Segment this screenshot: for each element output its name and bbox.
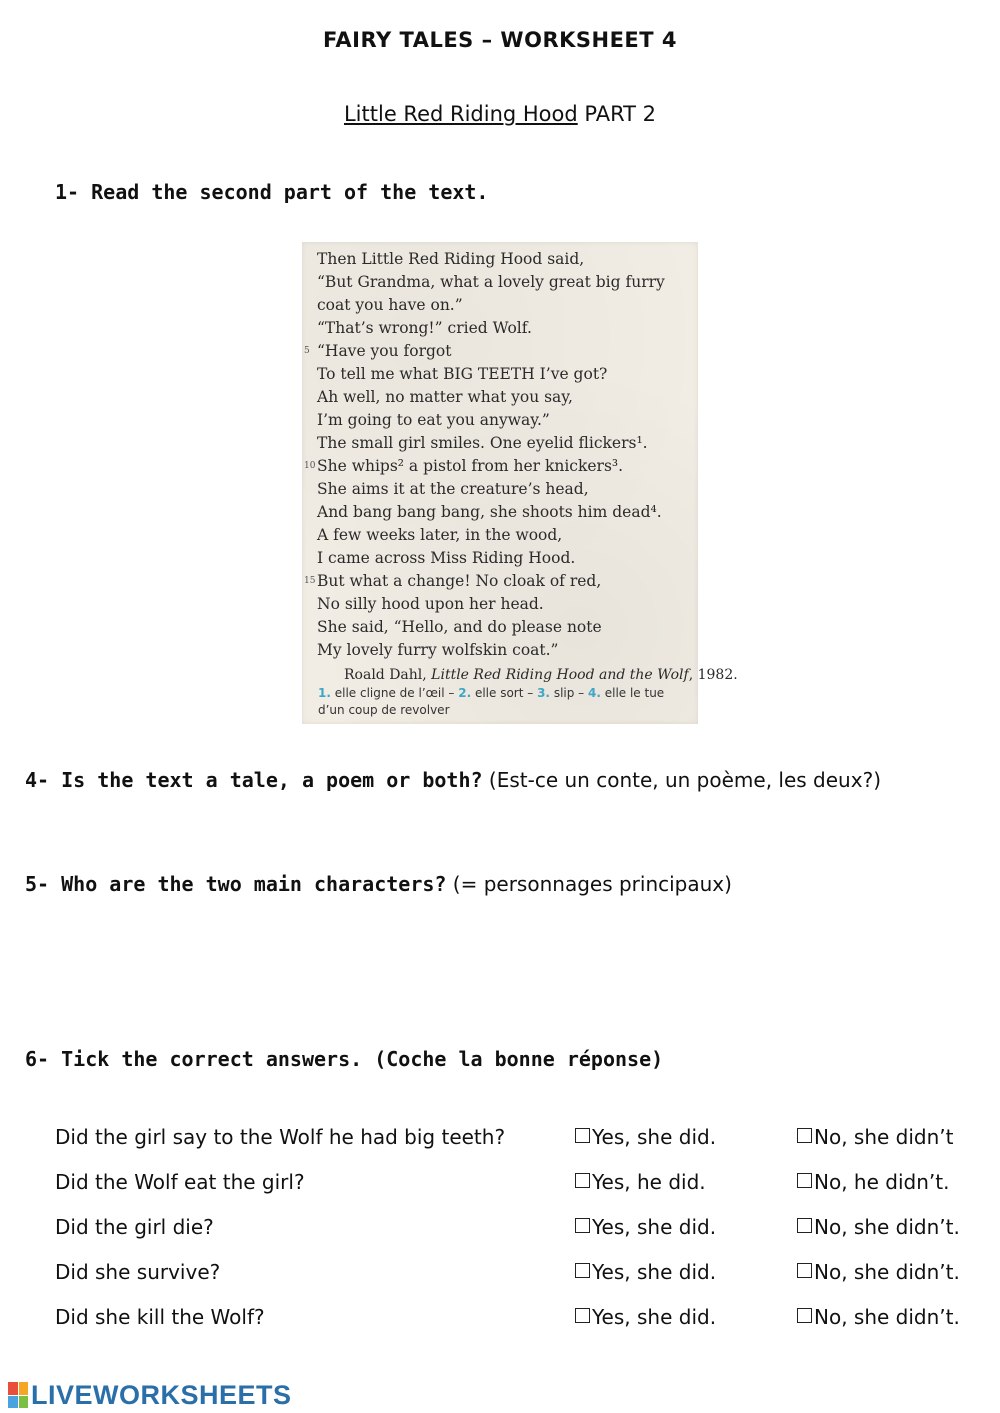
logo-tile (8, 1396, 18, 1409)
tick-question-label: Did she kill the Wolf? (55, 1305, 265, 1329)
poem-line (302, 547, 698, 570)
poem-scan (302, 242, 738, 724)
checkbox-icon[interactable] (575, 1128, 590, 1143)
credit-year: , 1982. (688, 667, 738, 683)
poem-line (302, 455, 698, 478)
checkbox-icon[interactable] (575, 1263, 590, 1278)
tick-option-yes[interactable] (575, 1125, 716, 1149)
glossary-number: 4. (587, 686, 601, 700)
glossary-definition: elle le tue d’un coup de revolver (318, 686, 665, 717)
logo-tile (8, 1382, 18, 1395)
tick-option-yes[interactable] (575, 1305, 716, 1329)
poem-line-text: I’m going to eat you anyway.” (317, 411, 550, 429)
logo-text: LIVEWORKSHEETS (31, 1379, 292, 1410)
poem-line-text: A few weeks later, in the wood, (317, 526, 563, 544)
poem-line (302, 593, 698, 616)
subtitle-part: PART 2 (577, 102, 657, 126)
tick-option-no-label: No, she didn’t (814, 1125, 954, 1149)
question-6 (25, 1047, 663, 1071)
checkbox-icon[interactable] (797, 1173, 812, 1188)
liveworksheets-logo (8, 1380, 292, 1410)
poem-text (302, 248, 738, 688)
tick-option-yes[interactable] (575, 1260, 716, 1284)
question-4 (25, 768, 881, 792)
tick-option-yes-label: Yes, she did. (592, 1215, 717, 1239)
tick-option-yes-label: Yes, he did. (592, 1170, 706, 1194)
question-5-translation: (= personnages principaux) (446, 872, 732, 896)
tick-question (55, 1125, 505, 1149)
poem-line-text: My lovely furry wolfskin coat.” (317, 641, 559, 659)
glossary-number: 2. (458, 686, 472, 700)
question-4-translation: (Est-ce un conte, un poème, les deux?) (482, 768, 881, 792)
tick-question (55, 1215, 214, 1239)
poem-line (302, 386, 698, 409)
question-5 (25, 872, 732, 896)
logo-tile (19, 1382, 29, 1395)
tick-option-no[interactable] (797, 1125, 954, 1149)
checkbox-icon[interactable] (575, 1173, 590, 1188)
glossary-definition: slip – (550, 686, 588, 700)
poem-line-text: She whips² a pistol from her knickers³. (317, 457, 624, 475)
poem-line-text: “Have you forgot (317, 342, 452, 360)
question-1-text: 1- Read the second part of the text. (55, 180, 489, 204)
checkbox-icon[interactable] (575, 1308, 590, 1323)
tick-question-label: Did she survive? (55, 1260, 221, 1284)
tick-question-label: Did the Wolf eat the girl? (55, 1170, 305, 1194)
checkbox-icon[interactable] (797, 1263, 812, 1278)
poem-line-text: “But Grandma, what a lovely great big furry (317, 273, 665, 291)
logo-mark-icon (8, 1382, 28, 1408)
poem-line (302, 294, 698, 317)
tick-question-label: Did the girl die? (55, 1215, 214, 1239)
poem-line-text: And bang bang bang, she shoots him dead⁴. (317, 503, 662, 521)
poem-line (302, 478, 698, 501)
glossary-definition: elle sort – (471, 686, 538, 700)
poem-line-number: 10 (304, 461, 316, 471)
tick-option-no[interactable] (797, 1260, 960, 1284)
tick-question (55, 1170, 305, 1194)
poem-line-number: 15 (304, 576, 316, 586)
tick-question (55, 1305, 265, 1329)
poem-line-text: Then Little Red Riding Hood said, (317, 250, 585, 268)
poem-line (302, 524, 698, 547)
poem-line-text: She aims it at the creature’s head, (317, 480, 589, 498)
poem-line (302, 639, 698, 662)
question-1 (55, 180, 488, 204)
tick-question-label: Did the girl say to the Wolf he had big teeth? (55, 1125, 506, 1149)
glossary-number: 1. (318, 686, 331, 700)
poem-line-text: I came across Miss Riding Hood. (317, 549, 576, 567)
glossary-definition: elle cligne de l’œil – (330, 686, 459, 700)
poem-line (302, 317, 698, 340)
poem-line-text: coat you have on.” (317, 296, 463, 314)
credit-author: Roald Dahl, (344, 667, 432, 683)
question-6-text: 6- Tick the correct answers. (Coche la bonne réponse) (25, 1047, 664, 1071)
tick-option-no[interactable] (797, 1170, 949, 1194)
poem-line-text: The small girl smiles. One eyelid flickers¹. (317, 434, 648, 452)
poem-line (302, 363, 698, 386)
tick-option-no-label: No, he didn’t. (814, 1170, 950, 1194)
poem-line (302, 501, 698, 524)
poem-line-text: “That’s wrong!” cried Wolf. (317, 319, 532, 337)
poem-line (302, 432, 698, 455)
poem-line (302, 271, 698, 294)
poem-line (302, 616, 698, 639)
poem-line-number: 5 (304, 346, 310, 356)
tick-option-no[interactable] (797, 1305, 960, 1329)
tick-option-no-label: No, she didn’t. (814, 1305, 960, 1329)
poem-line (302, 248, 698, 271)
poem-line-text: But what a change! No cloak of red, (317, 572, 602, 590)
glossary-number: 3. (537, 686, 550, 700)
checkbox-icon[interactable] (575, 1218, 590, 1233)
tick-option-yes[interactable] (575, 1215, 716, 1239)
subtitle-story-name: Little Red Riding Hood (343, 102, 578, 126)
tick-option-yes-label: Yes, she did. (592, 1305, 717, 1329)
tick-option-no[interactable] (797, 1215, 960, 1239)
poem-line-text: She said, “Hello, and do please note (317, 618, 602, 636)
tick-option-yes[interactable] (575, 1170, 706, 1194)
tick-question (55, 1260, 220, 1284)
checkbox-icon[interactable] (797, 1128, 812, 1143)
poem-line (302, 409, 698, 432)
question-5-text: 5- Who are the two main characters? (25, 872, 447, 896)
tick-option-no-label: No, she didn’t. (814, 1260, 960, 1284)
credit-title: Little Red Riding Hood and the Wolf (431, 667, 689, 683)
worksheet-title: FAIRY TALES – WORKSHEET 4 (322, 28, 678, 52)
poem-line-text: Ah well, no matter what you say, (317, 388, 573, 406)
poem-line-text: No silly hood upon her head. (317, 595, 544, 613)
question-4-text: 4- Is the text a tale, a poem or both? (25, 768, 483, 792)
checkbox-icon[interactable] (797, 1308, 812, 1323)
poem-glossary (318, 685, 688, 719)
poem-line-text: To tell me what BIG TEETH I’ve got? (317, 365, 608, 383)
tick-option-yes-label: Yes, she did. (592, 1125, 717, 1149)
logo-tile (19, 1396, 29, 1409)
tick-option-no-label: No, she didn’t. (814, 1215, 960, 1239)
poem-line (302, 340, 698, 363)
tick-option-yes-label: Yes, she did. (592, 1260, 717, 1284)
poem-line (302, 570, 698, 593)
checkbox-icon[interactable] (797, 1218, 812, 1233)
worksheet-subtitle (0, 102, 1000, 126)
